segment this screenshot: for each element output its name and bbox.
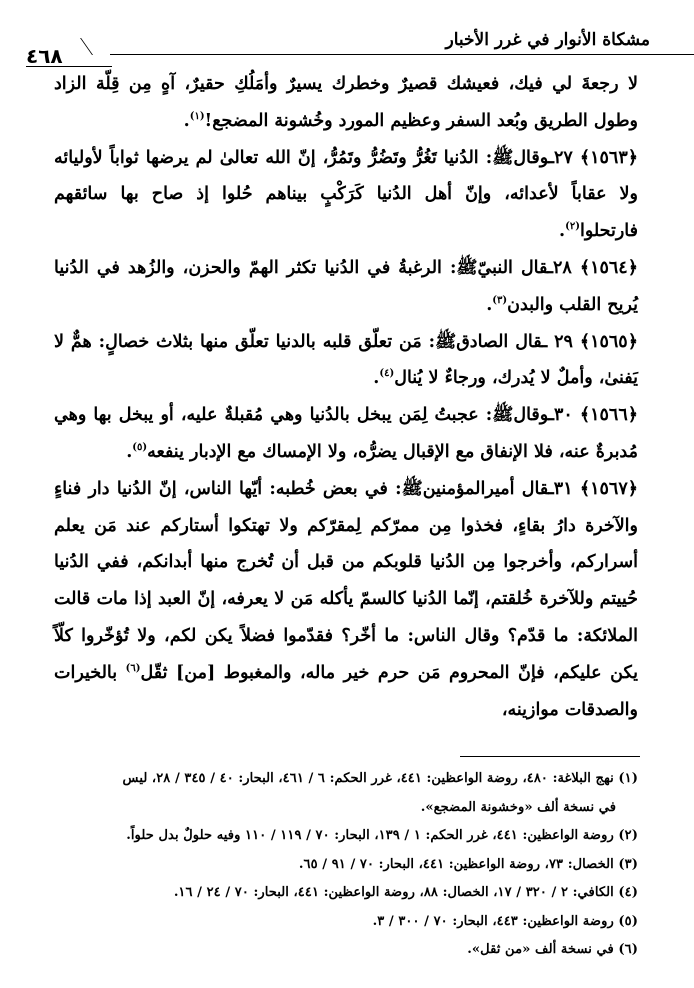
footnote-separator xyxy=(460,756,640,757)
header-rule xyxy=(110,54,694,55)
hadith-paragraph: ﴿١٥٦٧﴾ ٣١ـقال أميرالمؤمنينﷺ: في بعض خُطبه: أيّها الناس، إنّ الدُنيا دار فناءٍ والآخرة دارُ بقاءٍ، فخذوا مِن ممرّكم لِمقرّكم ولا تهتكوا أستاركم عند مَن يعلم أسراركم، وأخرجوا مِن الدُنيا قلوبكم من قبل أن تُخرج منها أبدانكم، ففي الدُنيا حُييتم وللآخرة خُلقتم، إنّما الدُنيا كالسمّ يأكله مَن لا يعرفه، إنّ العبد إذا مات قالت الملائكة: ما قدّم؟ وقال الناس: ما أخّر؟ فقدّموا فضلاً يكن لكم، ولا تُؤخّروا كلّاً يكن عليكم، فإنّ المحروم مَن حرم خير ماله، والمغبوط [من] ثقّل$^{(٦)}$ بالخيرات والصدقات موازينه، xyxy=(54,478,638,720)
paragraph: لا رجعةَ لي فيك، فعيشك قصيرٌ وخطرك يسيرٌ وأمَلُكِ حقيرٌ، آهٍ مِن قِلّة الزاد وطول الطريق وبُعد السفر وعظيم المورد وخُشونة المضجع!$^{(١)}$. xyxy=(54,74,638,131)
footnote-ref: (٥) xyxy=(132,442,148,454)
footnote-ref: (٤) xyxy=(379,368,395,380)
hadith-paragraph: ﴿١٥٦٣﴾ ٢٧ـوقالﷺ: الدُنيا تَغُرُّ وتَضُرُّ وتَمُرُّ، إنّ الله تعالىٰ لم يرضها ثواباً لأوليائه ولا عقاباً لأعدائه، وإنّ أهل الدُنيا كَرَكْبٍ بيناهم حُلوا إذ صاح بها سائقهم فارتحلوا$^{(٢)}$. xyxy=(54,147,638,242)
hadith-number: ﴿١٥٦٤﴾ ٢٨ـ xyxy=(547,257,638,278)
footnote-ref: (١) xyxy=(189,110,205,122)
footnote-ref: (٢) xyxy=(565,221,580,233)
footnote: (٥) روضة الواعظين: ٤٤٣، البحار: ٧٠ / ٣٠٠ / ٣. xyxy=(372,913,638,929)
hadith-paragraph: ﴿١٥٦٦﴾ ٣٠ـوقالﷺ: عجبتُ لِمَن يبخل بالدُنيا وهي مُقبلةٌ عليه، أو يبخل بها وهي مُدبرةٌ عنه، فلا الإنفاق مع الإقبال يضرُّه، ولا الإمساك مع الإدبار ينفعه$^{(٥)}$. xyxy=(54,405,638,462)
footnote-ref: (٦) xyxy=(125,662,141,674)
footnote: (٢) روضة الواعظين: ٤٤١، غرر الحكم: ١ / ١٣٩، البحار: ٧٠ / ١١٩ / ١١٠ وفيه حلولٌ بدل حلواً. xyxy=(126,828,638,843)
footnote: (٦) في نسخة ألف «من ثقل». xyxy=(467,942,638,957)
footnotes xyxy=(52,765,638,965)
hadith-paragraph: ﴿١٥٦٤﴾ ٢٨ـقال النبيّﷺ: الرغبةُ في الدُنيا تكثر الهمّ والحزن، والزُهد في الدُنيا يُريح القلب والبدن$^{(٣)}$. xyxy=(54,257,638,315)
footnote: (١) نهج البلاغة: ٤٨٠، روضة الواعظين: ٤٤١، غرر الحكم: ٦ / ٤٦١، البحار: ٤٠ / ٣٤٥ / ٢٨، ليس xyxy=(122,771,638,786)
footnote-continuation: في نسخة ألف «وخشونة المضجع». xyxy=(420,799,616,815)
running-title: مشكاة الأنوار في غرر الأخبار xyxy=(445,30,650,50)
hadith-number: ﴿١٥٦٦﴾ ٣٠ـ xyxy=(548,405,638,426)
footnote: (٤) الكافي: ٢ / ٣٢٠ / ١٧، الخصال: ٨٨، روضة الواعظين: ٤٤١، البحار: ٧٠ / ٢٤ / ١٦. xyxy=(173,885,638,900)
hadith-number: ﴿١٥٦٧﴾ ٣١ـ xyxy=(548,478,638,499)
footnote-ref: (٣) xyxy=(492,294,508,306)
hadith-number: ﴿١٥٦٣﴾ ٢٧ـ xyxy=(548,147,638,168)
hadith-number: ﴿١٥٦٥﴾ ٢٩ ـ xyxy=(542,331,638,352)
page-header xyxy=(26,8,650,68)
page-number: ٤٦٨ xyxy=(26,44,63,68)
hadith-paragraph: ﴿١٥٦٥﴾ ٢٩ ـقال الصادقﷺ: مَن تعلّق قلبه بالدنيا تعلّق منها بثلاث خصالٍ: همٌّ لا يَفنىٰ، وأملٌ لا يُدرك، ورجاءٌ لا يُنال$^{(٤)}$. xyxy=(54,331,638,389)
footnote: (٣) الخصال: ٧٣، روضة الواعظين: ٤٤١، البحار: ٧٠ / ٩١ / ٦٥. xyxy=(298,856,638,872)
main-text xyxy=(54,66,638,728)
